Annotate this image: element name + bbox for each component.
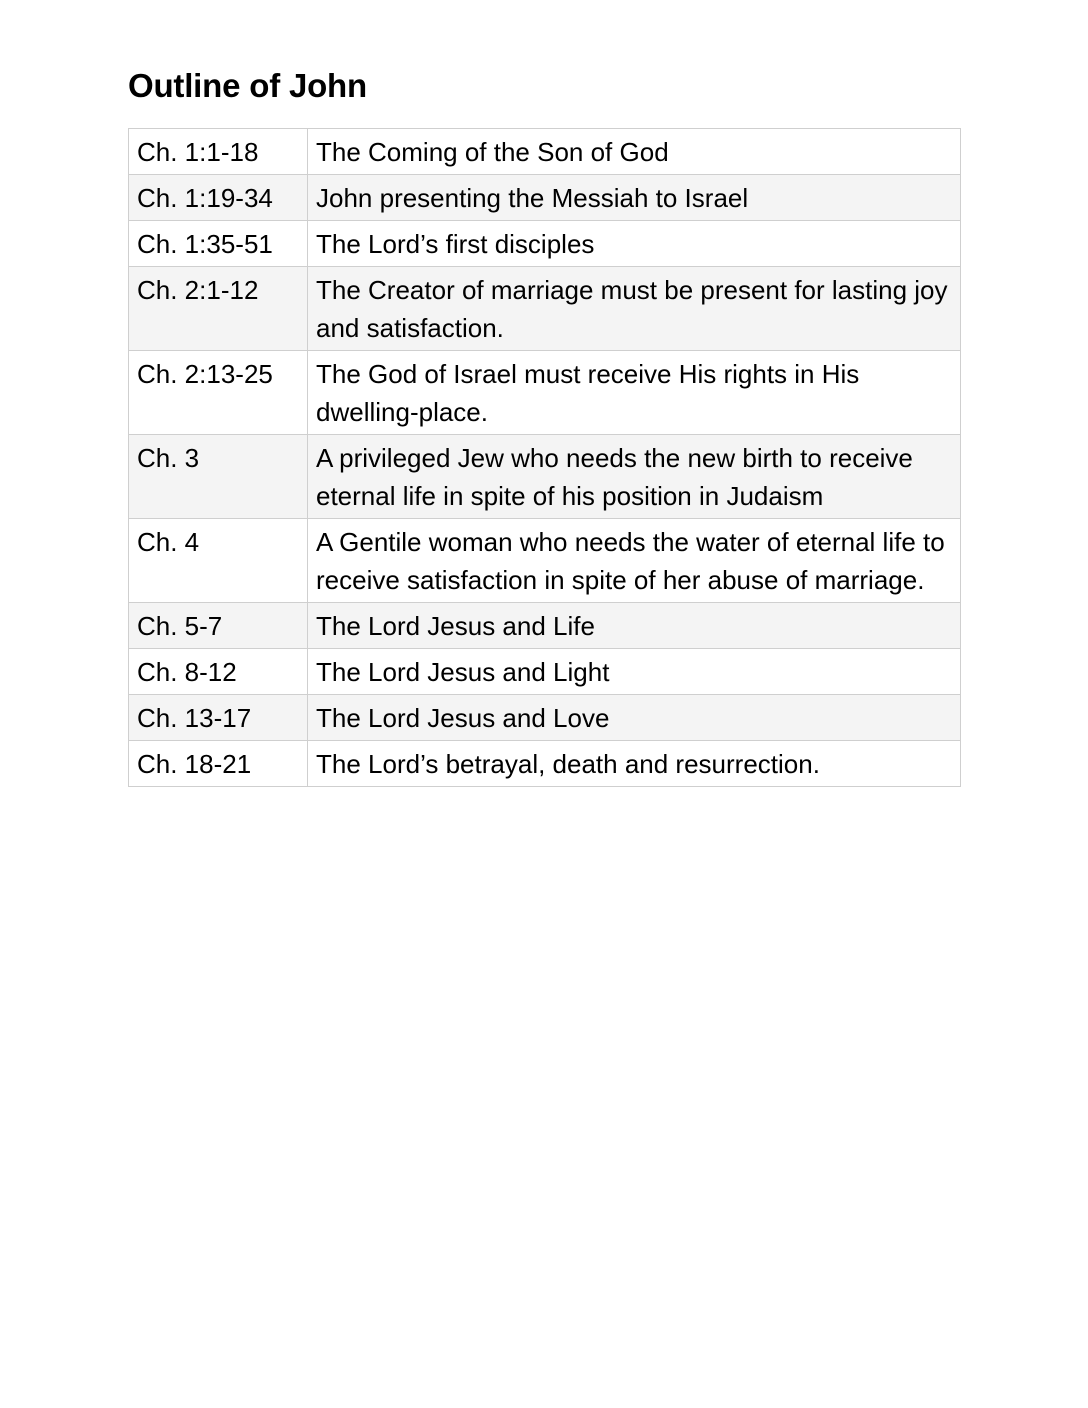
document-page <box>128 66 960 779</box>
chapter-cell: Ch. 1:19-34 <box>129 175 308 221</box>
chapter-cell: Ch. 1:1-18 <box>129 129 308 175</box>
chapter-cell: Ch. 18-21 <box>129 741 308 787</box>
table-row <box>129 519 961 603</box>
chapter-cell: Ch. 13-17 <box>129 695 308 741</box>
chapter-cell: Ch. 5-7 <box>129 603 308 649</box>
table-row <box>129 221 961 267</box>
table-row <box>129 351 961 435</box>
description-cell: The Lord Jesus and Life <box>308 603 961 649</box>
description-cell: John presenting the Messiah to Israel <box>308 175 961 221</box>
description-cell: The Lord Jesus and Light <box>308 649 961 695</box>
description-cell: The Creator of marriage must be present for lasting joy and satisfaction. <box>308 267 961 351</box>
chapter-cell: Ch. 3 <box>129 435 308 519</box>
outline-table <box>128 128 961 787</box>
description-cell: A Gentile woman who needs the water of eternal life to receive satisfaction in spite of her abuse of marriage. <box>308 519 961 603</box>
description-cell: The Lord’s betrayal, death and resurrection. <box>308 741 961 787</box>
page-title: Outline of John <box>128 67 367 104</box>
table-row <box>129 129 961 175</box>
table-row <box>129 603 961 649</box>
table-row <box>129 695 961 741</box>
description-cell: The Lord’s first disciples <box>308 221 961 267</box>
table-row <box>129 267 961 351</box>
table-row <box>129 649 961 695</box>
chapter-cell: Ch. 8-12 <box>129 649 308 695</box>
description-cell: The God of Israel must receive His rights in His dwelling-place. <box>308 351 961 435</box>
description-cell: The Lord Jesus and Love <box>308 695 961 741</box>
chapter-cell: Ch. 2:1-12 <box>129 267 308 351</box>
chapter-cell: Ch. 4 <box>129 519 308 603</box>
description-cell: The Coming of the Son of God <box>308 129 961 175</box>
chapter-cell: Ch. 1:35-51 <box>129 221 308 267</box>
table-row <box>129 435 961 519</box>
table-row <box>129 741 961 787</box>
description-cell: A privileged Jew who needs the new birth to receive eternal life in spite of his position in Judaism <box>308 435 961 519</box>
chapter-cell: Ch. 2:13-25 <box>129 351 308 435</box>
table-row <box>129 175 961 221</box>
